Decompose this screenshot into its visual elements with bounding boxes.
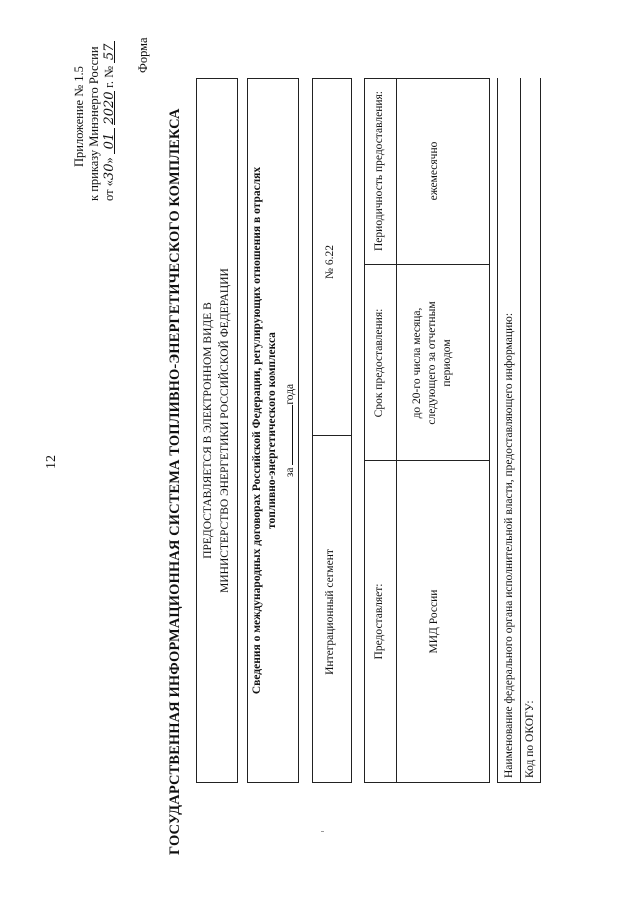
deadline-line-1: до 20-го числа месяца, [411,307,423,419]
order-number-label: г. № [102,65,116,88]
period-blank [280,405,293,465]
appendix-block [72,1,117,201]
report-title-line-1: Сведения о международных договорах Российской Федерации, регулирующих отношения в отраслях [251,166,263,695]
header-periodicity: Периодичность предоставления: [373,91,385,251]
period-suffix: года [284,383,296,405]
value-periodicity: ежемесячно [428,141,440,201]
segment-divider [313,435,351,436]
header-provider: Предоставляет: [373,583,385,660]
appendix-order-ref: к приказу Минэнерго России [87,46,101,201]
value-deadline [410,265,455,461]
tick-mark [321,831,324,832]
form-label: Форма [136,37,150,73]
footer-divider [520,78,521,782]
page-number: 12 [44,455,59,469]
footer-box [497,78,541,783]
okogu-label: Код по ОКОГУ: [524,700,536,778]
report-title-box [247,78,299,783]
value-provider: МИД России [428,589,440,654]
period-prefix: за [284,467,296,478]
date-day: 30 [102,163,117,181]
main-title: ГОСУДАРСТВЕННАЯ ИНФОРМАЦИОННАЯ СИСТЕМА ТОПЛИВНО-ЭНЕРГЕТИЧЕСКОГО КОМПЛЕКСА [167,108,183,855]
submission-line-1: ПРЕДОСТАВЛЯЕТСЯ В ЭЛЕКТРОННОМ ВИДЕ В [202,302,214,559]
deadline-line-2: следующего за отчетным [426,301,438,425]
date-sep: » [102,157,116,164]
org-name-label: Наименование федерального органа исполнительной власти, предоставляющего информацию: [503,312,515,778]
order-number: 57 [102,41,115,63]
report-title-line-2: топливно-энергетического комплекса [266,332,278,529]
table-header-divider [396,79,397,782]
date-prefix: от « [102,180,116,201]
segment-box [312,78,352,783]
submission-line-2: МИНИСТЕРСТВО ЭНЕРГЕТИКИ РОССИЙСКОЙ ФЕДЕРАЦИИ [219,268,231,593]
segment-label: Интеграционный сегмент [324,549,336,675]
header-deadline: Срок предоставления: [373,308,385,418]
report-period [280,79,298,782]
submission-notice-box [196,78,238,783]
appendix-number: Приложение № 1.5 [72,66,86,167]
date-month: 01 [102,128,115,154]
date-year: 2020 [102,91,117,125]
appendix-date-line [102,1,117,201]
delivery-table [364,78,490,783]
segment-number: № 6.22 [324,245,336,279]
deadline-line-3: периодом [441,339,453,387]
